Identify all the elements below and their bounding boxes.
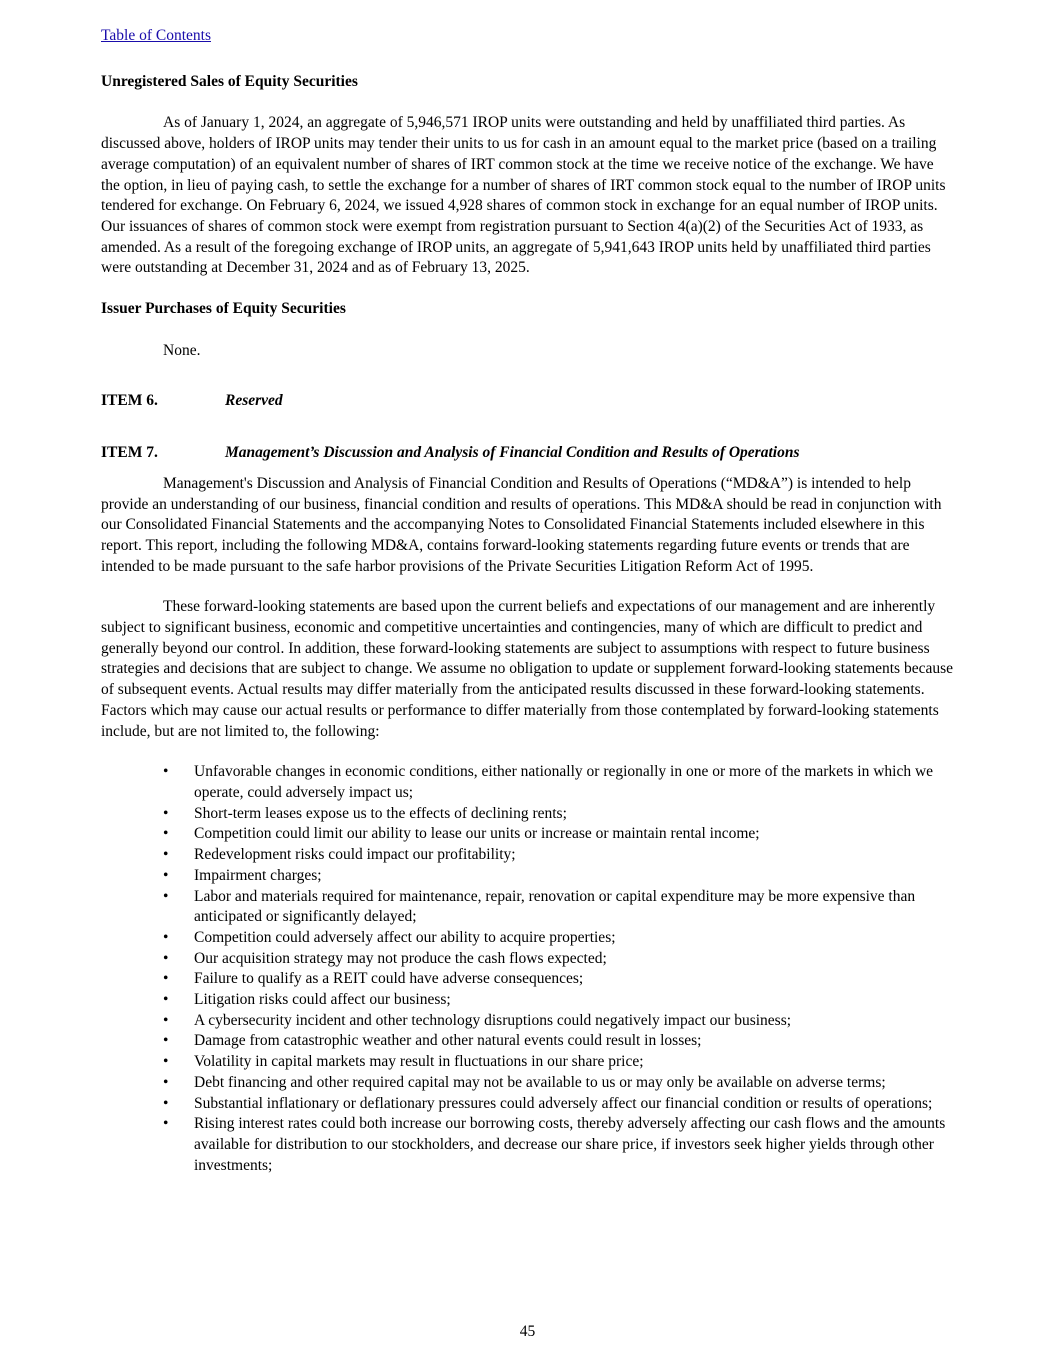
item-6-title: Reserved <box>225 392 283 410</box>
bullet-icon: • <box>163 1032 169 1050</box>
list-item-text: A cybersecurity incident and other technology disruptions could negatively impact our business; <box>194 1011 792 1029</box>
issuer-purchases-paragraph: None. <box>163 341 201 359</box>
list-item <box>101 845 953 866</box>
bullet-icon: • <box>163 1011 169 1029</box>
list-item-text: Our acquisition strategy may not produce the cash flows expected; <box>194 949 607 967</box>
list-item <box>101 1094 953 1115</box>
table-of-contents-link[interactable]: Table of Contents <box>101 27 211 44</box>
list-item <box>101 804 953 825</box>
unregistered-sales-heading: Unregistered Sales of Equity Securities <box>101 72 358 90</box>
bullet-icon: • <box>163 949 169 967</box>
list-item <box>101 1073 953 1094</box>
list-item-text: Competition could limit our ability to lease our units or increase or maintain rental income; <box>194 825 760 843</box>
list-item-text: Labor and materials required for maintenance, repair, renovation or capital expenditure may be more expensive than anticipated or significantly delayed; <box>194 887 916 926</box>
bullet-icon: • <box>163 970 169 988</box>
risk-factors-list <box>101 762 953 1176</box>
bullet-icon: • <box>163 846 169 864</box>
page-number: 45 <box>519 1323 536 1340</box>
item-7-number: ITEM 7. <box>101 444 158 462</box>
list-item-text: Competition could adversely affect our ability to acquire properties; <box>194 928 616 946</box>
list-item <box>101 1011 953 1032</box>
list-item-text: Impairment charges; <box>194 866 322 884</box>
list-item <box>101 762 953 803</box>
bullet-icon: • <box>163 1053 169 1071</box>
item-6-heading <box>101 391 953 412</box>
list-item <box>101 1114 953 1176</box>
list-item <box>101 1052 953 1073</box>
list-item-text: Rising interest rates could both increase our borrowing costs, thereby adversely affecting our cash flows and the amounts available for distribution to our stockholders, and decrease our share price, if investors seek higher yields through other investments; <box>194 1115 946 1174</box>
bullet-icon: • <box>163 928 169 946</box>
list-item <box>101 866 953 887</box>
list-item-text: Debt financing and other required capital may not be available to us or may only be available on adverse terms; <box>194 1073 886 1091</box>
forward-looking-paragraph: These forward-looking statements are based upon the current beliefs and expectations of our management and are inherently subject to significant business, economic and competitive uncertainties and contingencies, many of which are difficult to predict and generally beyond our control. In addition, these forward-looking statements are subject to assumptions with respect to future business strategies and decisions that are subject to change. We assume no obligation to update or supplement forward-looking statements because of subsequent events. Actual results may differ materially from the anticipated results discussed in these forward-looking statements. Factors which may cause our actual results or performance to differ materially from those contemplated by forward-looking statements include, but are not limited to, the following: <box>101 598 954 740</box>
bullet-icon: • <box>163 1073 169 1091</box>
list-item-text: Volatility in capital markets may result in fluctuations in our share price; <box>194 1053 644 1071</box>
list-item <box>101 887 953 928</box>
list-item-text: Redevelopment risks could impact our profitability; <box>194 846 516 864</box>
list-item <box>101 949 953 970</box>
list-item <box>101 824 953 845</box>
bullet-icon: • <box>163 1094 169 1112</box>
list-item-text: Failure to qualify as a REIT could have adverse consequences; <box>194 970 584 988</box>
bullet-icon: • <box>163 763 169 781</box>
list-item-text: Unfavorable changes in economic conditions, either nationally or regionally in one or more of the markets in which we operate, could adversely impact us; <box>194 763 934 801</box>
item-7-title: Management’s Discussion and Analysis of Financial Condition and Results of Operations <box>225 444 800 462</box>
document-page <box>101 26 953 1176</box>
issuer-purchases-heading: Issuer Purchases of Equity Securities <box>101 300 346 318</box>
list-item <box>101 1031 953 1052</box>
list-item-text: Damage from catastrophic weather and other natural events could result in losses; <box>194 1032 702 1050</box>
bullet-icon: • <box>163 804 169 822</box>
bullet-icon: • <box>163 866 169 884</box>
item-6-number: ITEM 6. <box>101 392 158 410</box>
mda-intro-paragraph: Management's Discussion and Analysis of Financial Condition and Results of Operations (“MD&A”) is intended to help provide an understanding of our business, financial condition and results of operations. This MD&A should be read in conjunction with our Consolidated Financial Statements and the accompanying Notes to Consolidated Financial Statements included elsewhere in this report. This report, including the following MD&A, contains forward-looking statements regarding future events or trends that are intended to be made pursuant to the safe harbor provisions of the Private Securities Litigation Reform Act of 1995. <box>101 474 942 575</box>
item-7-heading <box>101 443 953 464</box>
unregistered-sales-paragraph: As of January 1, 2024, an aggregate of 5,946,571 IROP units were outstanding and held by unaffiliated third parties. As discussed above, holders of IROP units may tender their units to us for cash in an amount equal to the market price (based on a trailing average computation) of an equivalent number of shares of IRT common stock at the time we receive notice of the exchange. We have the option, in lieu of paying cash, to settle the exchange for a number of shares of IRT common stock equal to the number of IROP units tendered for exchange. On February 6, 2024, we issued 4,928 shares of common stock in exchange for an equal number of IROP units. Our issuances of shares of common stock were exempt from registration pursuant to Section 4(a)(2) of the Securities Act of 1933, as amended. As a result of the foregoing exchange of IROP units, an aggregate of 5,941,643 IROP units held by unaffiliated third parties were outstanding at December 31, 2024 and as of February 13, 2025. <box>101 114 946 277</box>
bullet-icon: • <box>163 825 169 843</box>
bullet-icon: • <box>163 991 169 1009</box>
bullet-icon: • <box>163 1115 169 1133</box>
list-item <box>101 990 953 1011</box>
list-item <box>101 928 953 949</box>
list-item-text: Short-term leases expose us to the effects of declining rents; <box>194 804 567 822</box>
bullet-icon: • <box>163 887 169 905</box>
list-item-text: Substantial inflationary or deflationary pressures could adversely affect our financial condition or results of operations; <box>194 1094 933 1112</box>
list-item <box>101 969 953 990</box>
list-item-text: Litigation risks could affect our business; <box>194 991 451 1009</box>
